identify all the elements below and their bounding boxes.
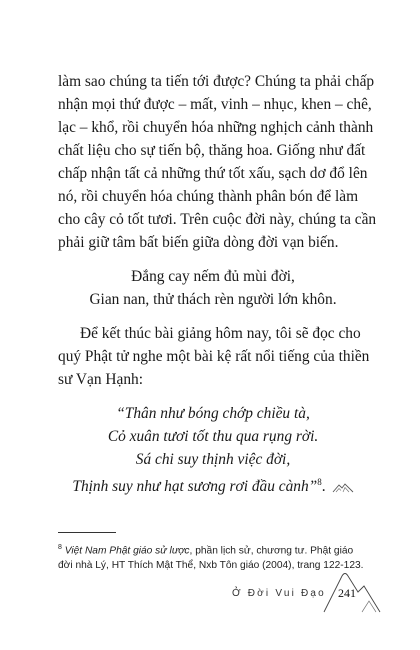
text-line: cho cây cỏ tốt tươi. Trên cuộc đời này, chúng ta cần <box>58 211 377 228</box>
page-number: 241 <box>338 586 356 600</box>
text-line: nhận mọi thứ được – mất, vinh – nhục, khen – chê, <box>58 96 372 113</box>
footnote-reference[interactable]: 8 <box>317 477 322 487</box>
text-line: phải giữ tâm bất biến giữa dòng đời vạn biến. <box>58 234 339 251</box>
text-line: nó, rồi chuyển hóa chúng thành phân bón để làm <box>58 188 359 205</box>
running-title: Ở Đời Vui Đạo <box>232 588 326 599</box>
text-line: làm sao chúng ta tiến tới được? Chúng ta phải chấp <box>58 73 375 90</box>
verse-line-text: Thịnh suy như hạt sương rơi đầu cành” <box>72 478 318 496</box>
verse-line: Cỏ xuân tươi tốt thu qua rụng rời. <box>107 428 319 445</box>
poem-verse <box>58 402 368 500</box>
verse-line: Sá chi suy thịnh việc đời, <box>135 451 291 468</box>
text-line: lạc – khổ, rồi chuyển hóa những nghịch cảnh thành <box>58 119 374 136</box>
verse-end-mark: . <box>321 478 326 496</box>
text-line: quý Phật tử nghe một bài kệ rất nổi tiếng của thiền <box>58 348 370 365</box>
footnote-text: , phần lịch sử, chương tư. Phật giáo đời nhà Lý, HT Thích Mật Thể, Nxb Tôn giáo (2004), trang 122-123. <box>58 545 364 572</box>
verse-line: Đắng cay nếm đủ mùi đời, <box>131 268 295 285</box>
mountain-ornament-icon <box>332 477 354 500</box>
body-text <box>58 70 377 500</box>
text-line: chấp nhận tất cả những thứ tốt xấu, sạch dơ đổ lên <box>58 165 368 182</box>
verse-line-last <box>58 471 368 500</box>
paragraph <box>58 322 368 391</box>
proverb-verse <box>58 265 368 311</box>
text-line: chất liệu cho sự tiến bộ, thăng hoa. Giống như đất <box>58 142 366 159</box>
text-line: Để kết thúc bài giảng hôm nay, tôi sẽ đọc cho <box>80 325 361 342</box>
footnote-source-title: Việt Nam Phật giáo sử lược <box>64 545 190 557</box>
verse-line: Gian nan, thử thách rèn người lớn khôn. <box>89 291 337 308</box>
verse-line: “Thân như bóng chớp chiều tà, <box>116 405 310 422</box>
footnote-divider <box>58 532 116 533</box>
paragraph <box>58 70 377 254</box>
footnote-number: 8 <box>58 544 62 551</box>
text-line: sư Vạn Hạnh: <box>58 371 144 388</box>
